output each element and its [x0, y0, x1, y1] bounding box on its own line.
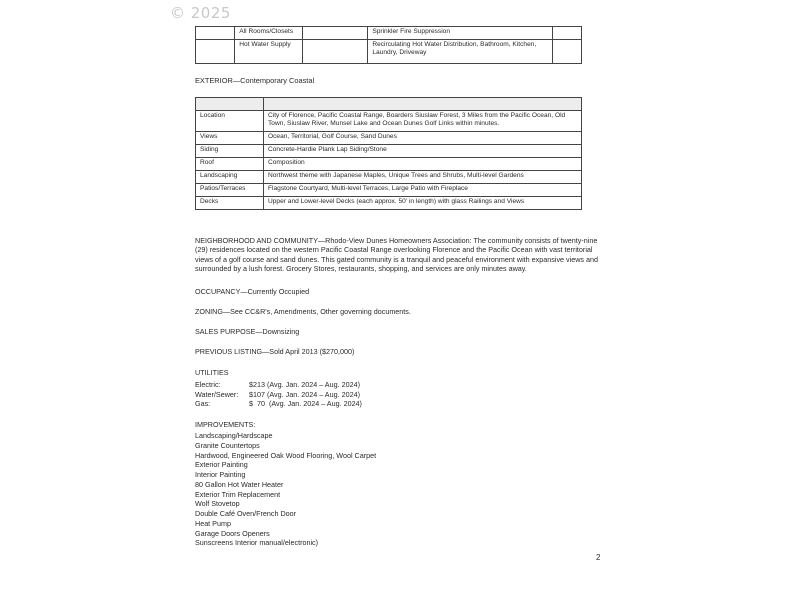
utility-value: $213 (Avg. Jan. 2024 – Aug. 2024)	[249, 380, 360, 389]
row-label: Siding	[196, 145, 264, 158]
row-value: Concrete-Hardie Plank Lap Siding/Stone	[264, 145, 582, 158]
list-item: Wolf Stovetop	[195, 499, 240, 509]
table-row	[196, 27, 582, 40]
row-label: Landscaping	[196, 171, 264, 184]
exterior-heading: EXTERIOR—Contemporary Coastal	[195, 76, 315, 85]
list-item: Exterior Trim Replacement	[195, 489, 281, 499]
table-cell	[196, 27, 235, 40]
list-item: Sunscreens Interior manual/electronic)	[195, 538, 319, 548]
row-value: Northwest theme with Japanese Maples, Unique Trees and Shrubs, Multi-level Gardens	[264, 171, 582, 184]
table-cell	[552, 27, 581, 40]
utility-label: Gas:	[195, 399, 211, 408]
row-value: Ocean, Territorial, Golf Course, Sand Dunes	[264, 132, 582, 145]
list-item: 80 Gallon Hot Water Heater	[195, 479, 284, 489]
table-cell	[196, 40, 235, 64]
row-label: Views	[196, 132, 264, 145]
table-header-row	[196, 98, 582, 111]
exterior-table	[195, 97, 582, 210]
list-item: Double Café Oven/French Door	[195, 509, 297, 518]
zoning-line: ZONING—See CC&R's, Amendments, Other governing documents.	[195, 307, 411, 316]
page-number: 2	[596, 553, 601, 562]
occupancy-line: OCCUPANCY—Currently Occupied	[195, 287, 310, 296]
table-row	[196, 111, 582, 132]
row-label: Decks	[196, 197, 264, 210]
row-label: Roof	[196, 158, 264, 171]
table-cell: All Rooms/Closets	[235, 27, 303, 40]
row-label: Location	[196, 111, 264, 132]
list-item: Garage Doors Openers	[195, 528, 270, 538]
table-cell	[264, 98, 582, 111]
improvements-heading: IMPROVEMENTS:	[195, 420, 256, 429]
improvements-list	[195, 431, 376, 548]
utility-label: Water/Sewer:	[195, 389, 239, 399]
row-value: Composition	[264, 158, 582, 171]
table-cell: Recirculating Hot Water Distribution, Bathroom, Kitchen, Laundry, Driveway	[368, 40, 552, 64]
table-row	[196, 171, 582, 184]
table-cell	[196, 98, 264, 111]
row-value: City of Florence, Pacific Coastal Range, Boarders Siuslaw Forest, 3 Miles from the Pacific Ocean, Old Town, Siuslaw River, Munsel Lake and Ocean Dunes Golf Links within minutes.	[264, 111, 582, 132]
row-value: Flagstone Courtyard, Multi-level Terraces, Large Patio with Fireplace	[264, 184, 582, 197]
list-item: Exterior Painting	[195, 460, 248, 470]
table-row	[196, 145, 582, 158]
sales-purpose-line: SALES PURPOSE—Downsizing	[195, 327, 300, 336]
table-row	[196, 197, 582, 210]
previous-listing-line: PREVIOUS LISTING—Sold April 2013 ($270,000)	[195, 347, 355, 356]
table-row	[196, 184, 582, 197]
utility-row	[195, 380, 360, 389]
utility-row	[195, 390, 360, 399]
neighborhood-paragraph: NEIGHBORHOOD AND COMMUNITY—Rhodo-View Dunes Homeowners Association: The community consists of twenty-nine (29) residences located on the western Pacific Coastal Range overlooking Florence and the Pacific Ocean with vast territorial views of a golf course and sand dunes. This gated community is a tranquil and peaceful environment with expansive views and surrounded by a lush forest. Grocery Stores, restaurants, shopping, and services are only minutes away.	[195, 236, 598, 274]
table-cell: Hot Water Supply	[235, 40, 303, 64]
table-cell: Sprinkler Fire Suppression	[368, 27, 552, 40]
table-cell	[552, 40, 581, 64]
table-row	[196, 158, 582, 171]
table-row	[196, 132, 582, 145]
utility-row	[195, 399, 362, 408]
utilities-heading: UTILITIES	[195, 368, 229, 377]
row-value: Upper and Lower-level Decks (each approx. 50' in length) with glass Railings and Views	[264, 197, 582, 210]
utility-label: Electric:	[195, 380, 221, 389]
utility-value: $107 (Avg. Jan. 2024 – Aug. 2024)	[249, 389, 360, 399]
row-label: Patios/Terraces	[196, 184, 264, 197]
table-cell	[302, 27, 368, 40]
table-row	[196, 40, 582, 64]
copyright-watermark: © 2025	[170, 4, 231, 22]
list-item: Interior Painting	[195, 470, 246, 479]
systems-table	[195, 26, 582, 64]
table-cell	[302, 40, 368, 64]
utility-value: $ 70 (Avg. Jan. 2024 – Aug. 2024)	[249, 399, 362, 408]
list-item: Heat Pump	[195, 518, 231, 528]
list-item: Landscaping/Hardscape	[195, 431, 273, 440]
list-item: Granite Countertops	[195, 440, 260, 450]
list-item: Hardwood, Engineered Oak Wood Flooring, Wool Carpet	[195, 450, 377, 460]
